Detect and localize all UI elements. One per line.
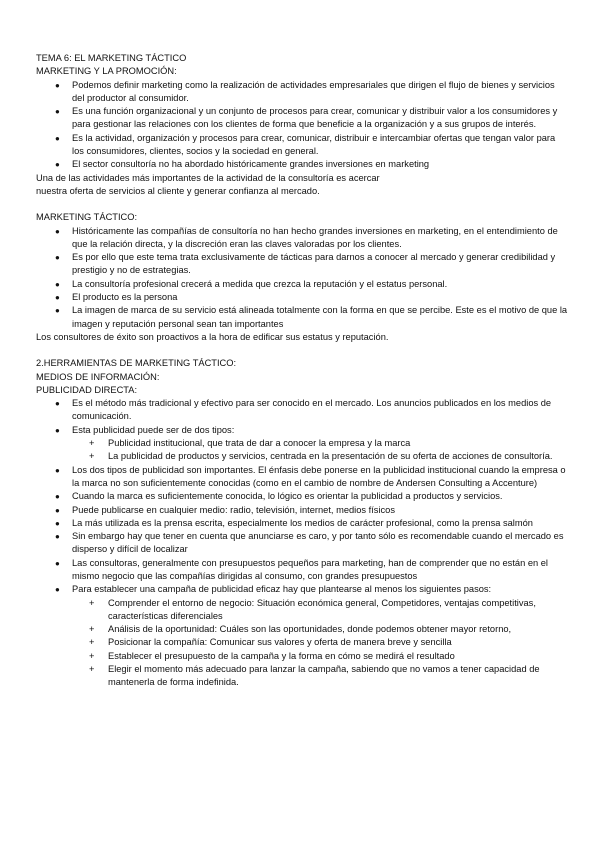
list-item: ● Puede publicarse en cualquier medio: radio, televisión, internet, medios físicos (36, 504, 568, 517)
list-item: ● Cuando la marca es suficientemente conocida, lo lógico es orientar la publicidad a productos y servicios. (36, 490, 568, 503)
sub-list-item: + Posicionar la compañía: Comunicar sus valores y oferta de manera breve y sencilla (36, 636, 568, 649)
bullet-list-marketing-tactico (36, 225, 568, 331)
sub-list-item: + La publicidad de productos y servicios, centrada en la presentación de su oferta de acciones de consultoría. (36, 450, 568, 463)
list-item: ● La imagen de marca de su servicio está alineada totalmente con la forma en que se percibe. Este es el motivo de que la imagen y reputación personal sean tan importantes (36, 304, 568, 331)
paragraph: Una de las actividades más importantes de la actividad de la consultoría es acercar (36, 172, 380, 183)
sub-list-item: + Comprender el entorno de negocio: Situación económica general, Competidores, ventajas competitivas, características diferenciales (36, 597, 568, 624)
document-title: TEMA 6: EL MARKETING TÁCTICO (36, 53, 187, 63)
list-item: ● Es el método más tradicional y efectivo para ser conocido en el mercado. Los anuncios publicados en los medios de comunicación. (36, 397, 568, 424)
section-heading-herramientas: 2.HERRAMIENTAS DE MARKETING TÁCTICO: (36, 358, 237, 369)
list-item: ● Esta publicidad puede ser de dos tipos: (36, 424, 568, 437)
section-heading-marketing-promocion: MARKETING Y LA PROMOCIÓN: (36, 66, 177, 77)
list-item: ● Podemos definir marketing como la realización de actividades empresariales que dirigen el flujo de bienes y servicios del productor al consumidor. (36, 79, 568, 106)
list-item: ● Los dos tipos de publicidad son importantes. El énfasis debe ponerse en la publicidad institucional cuando la empresa o la marca no son suficientemente conocidas (como en el cambio de nombre de Andersen Consulting a Accenture) (36, 464, 568, 491)
section-heading-marketing-tactico: MARKETING TÁCTICO: (36, 212, 138, 223)
list-item: ● Es por ello que este tema trata exclusivamente de tácticas para darnos a conocer al mercado y generar credibilidad y prestigio y no de estrategias. (36, 251, 568, 278)
list-item: ● El sector consultoría no ha abordado históricamente grandes inversiones en marketing (36, 158, 568, 171)
list-item: ● La consultoría profesional crecerá a medida que crezca la reputación y el estatus personal. (36, 278, 568, 291)
list-item: ● Históricamente las compañías de consultoría no han hecho grandes inversiones en marketing, en el entendimiento de que la relación directa, y la discreción eran las claves valoradas por los clientes. (36, 225, 568, 252)
list-item: ● Es la actividad, organización y procesos para crear, comunicar, distribuir e intercambiar ofertas que tengan valor para los consumidores, clientes, socios y la sociedad en general. (36, 132, 568, 159)
sub-list-item: + Análisis de la oportunidad: Cuáles son las oportunidades, donde podemos obtener mayor retorno, (36, 623, 568, 636)
sub-list-item: + Publicidad institucional, que trata de dar a conocer la empresa y la marca (36, 437, 568, 450)
paragraph: nuestra oferta de servicios al cliente y generar confianza al mercado. (36, 185, 320, 196)
list-item: ● Para establecer una campaña de publicidad eficaz hay que plantearse al menos los siguientes pasos: (36, 583, 568, 596)
list-item: ● La más utilizada es la prensa escrita, especialmente los medios de carácter profesional, como la prensa salmón (36, 517, 568, 530)
document-page (36, 52, 568, 690)
list-item: ● Es una función organizacional y un conjunto de procesos para crear, comunicar y distribuir valor a los consumidores y para gestionar las relaciones con los clientes de forma que beneficie a la organización y a sus grupos de interés. (36, 105, 568, 132)
list-item: ● El producto es la persona (36, 291, 568, 304)
bullet-list-marketing-promocion (36, 79, 568, 172)
subheading-publicidad-directa: PUBLICIDAD DIRECTA: (36, 384, 138, 395)
bullet-list-publicidad-directa (36, 397, 568, 690)
sub-list-item: + Elegir el momento más adecuado para lanzar la campaña, sabiendo que no vamos a tener capacidad de mantenerla de forma indefinida. (36, 663, 568, 690)
list-item: ● Las consultoras, generalmente con presupuestos pequeños para marketing, han de comprender que no están en el mismo negocio que las compañías dirigidas al consumo, con grandes presupuestos (36, 557, 568, 584)
sub-list-item: + Establecer el presupuesto de la campaña y la forma en cómo se medirá el resultado (36, 650, 568, 663)
paragraph: Los consultores de éxito son proactivos a la hora de edificar sus estatus y reputación. (36, 331, 389, 342)
subheading-medios-informacion: MEDIOS DE INFORMACIÓN: (36, 371, 160, 382)
list-item: ● Sin embargo hay que tener en cuenta que anunciarse es caro, y por tanto sólo es recomendable cuando el mercado es disperso y difícil de localizar (36, 530, 568, 557)
